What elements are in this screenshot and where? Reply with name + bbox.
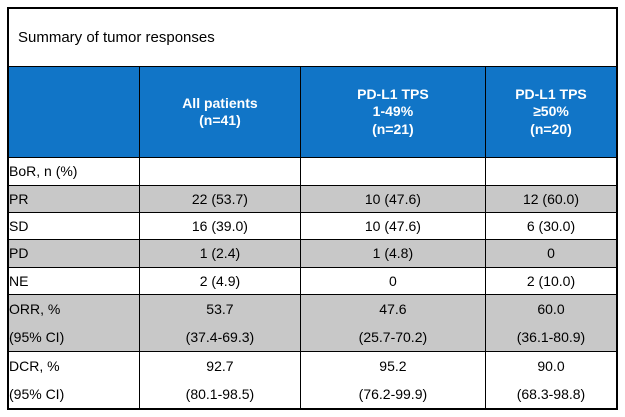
header-all-patients-n: (n=41) <box>199 112 241 129</box>
row-pr-pdl1-50: 12 (60.0) <box>485 185 616 212</box>
row-pd-pdl1-50: 0 <box>485 240 616 267</box>
tumor-response-table <box>7 7 618 410</box>
header-pdl1-1-49-n: (n=21) <box>372 120 414 137</box>
header-pdl1-50-line1: PD-L1 TPS <box>515 85 587 102</box>
row-pd-all-patients: 1 (2.4) <box>140 240 301 267</box>
row-ne-pdl1-50: 2 (10.0) <box>485 267 616 294</box>
row-orr-pdl1-50: 60.0 <box>485 294 616 322</box>
table-row <box>9 240 616 267</box>
table-header-row <box>9 66 616 157</box>
row-sd-all-patients: 16 (39.0) <box>140 212 301 239</box>
table-row <box>9 267 616 294</box>
row-label-bor: BoR, n (%) <box>9 158 140 185</box>
header-pdl1-50-line2: ≥50% <box>533 103 569 120</box>
row-label-dcr: DCR, % <box>9 351 140 379</box>
header-cell-pdl1-50 <box>485 66 616 157</box>
row-ne-all-patients: 2 (4.9) <box>140 267 301 294</box>
row-dcr-ci-pdl1-1-49: (76.2-99.9) <box>300 380 485 408</box>
table-title: Summary of tumor responses <box>9 9 616 66</box>
header-cell-blank <box>9 66 140 157</box>
header-cell-all-patients <box>140 66 301 157</box>
row-label-orr: ORR, % <box>9 294 140 322</box>
row-dcr-pdl1-1-49: 95.2 <box>300 351 485 379</box>
row-orr-ci-pdl1-1-49: (25.7-70.2) <box>300 323 485 351</box>
row-bor-pdl1-50 <box>485 158 616 185</box>
row-orr-ci-pdl1-50: (36.1-80.9) <box>485 323 616 351</box>
row-bor-all-patients <box>140 158 301 185</box>
row-dcr-ci-pdl1-50: (68.3-98.8) <box>485 380 616 408</box>
summary-table <box>9 9 616 408</box>
table-row <box>9 158 616 185</box>
table-row <box>9 294 616 322</box>
row-label-pd: PD <box>9 240 140 267</box>
row-dcr-pdl1-50: 90.0 <box>485 351 616 379</box>
row-label-pr: PR <box>9 185 140 212</box>
table-title-row <box>9 9 616 66</box>
header-pdl1-50-n: (n=20) <box>530 120 572 137</box>
row-pr-all-patients: 22 (53.7) <box>140 185 301 212</box>
row-label-sd: SD <box>9 212 140 239</box>
row-sd-pdl1-50: 6 (30.0) <box>485 212 616 239</box>
table-row <box>9 351 616 379</box>
row-orr-pdl1-1-49: 47.6 <box>300 294 485 322</box>
row-bor-pdl1-1-49 <box>300 158 485 185</box>
header-all-patients-label: All patients <box>182 94 258 111</box>
row-label-ne: NE <box>9 267 140 294</box>
header-cell-pdl1-1-49 <box>300 66 485 157</box>
row-sd-pdl1-1-49: 10 (47.6) <box>300 212 485 239</box>
row-pd-pdl1-1-49: 1 (4.8) <box>300 240 485 267</box>
row-label-dcr-ci: (95% CI) <box>9 380 140 408</box>
row-ne-pdl1-1-49: 0 <box>300 267 485 294</box>
header-pdl1-1-49-line1: PD-L1 TPS <box>357 85 429 102</box>
table-row <box>9 323 616 351</box>
header-pdl1-1-49-line2: 1-49% <box>372 103 414 120</box>
row-dcr-all-patients: 92.7 <box>140 351 301 379</box>
table-row <box>9 212 616 239</box>
row-pr-pdl1-1-49: 10 (47.6) <box>300 185 485 212</box>
row-orr-ci-all-patients: (37.4-69.3) <box>140 323 301 351</box>
table-row <box>9 380 616 408</box>
row-dcr-ci-all-patients: (80.1-98.5) <box>140 380 301 408</box>
row-orr-all-patients: 53.7 <box>140 294 301 322</box>
table-row <box>9 185 616 212</box>
row-label-orr-ci: (95% CI) <box>9 323 140 351</box>
